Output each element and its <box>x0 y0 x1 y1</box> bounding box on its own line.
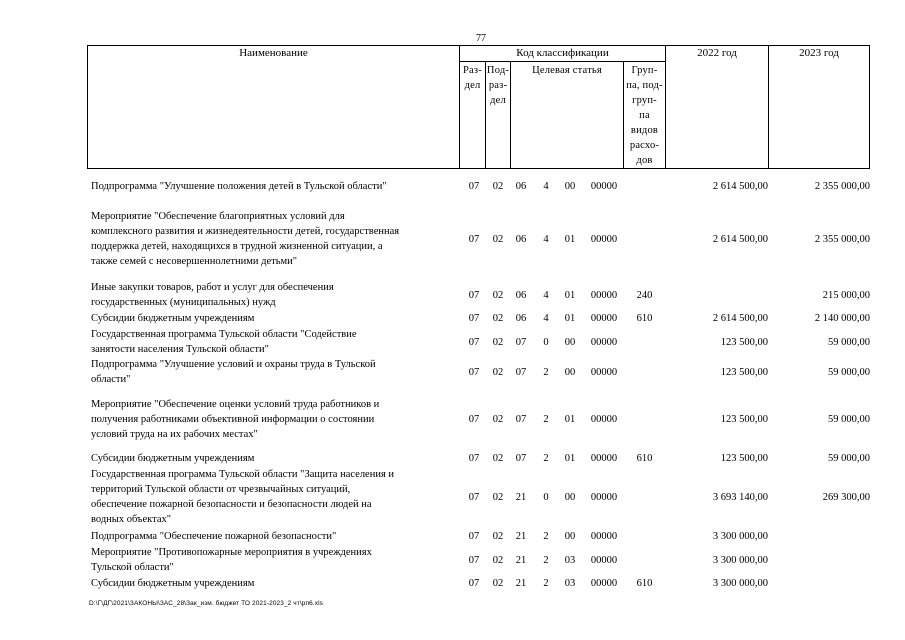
table-row <box>0 529 905 544</box>
cell-subsection: 02 <box>492 492 504 503</box>
cell-target-2: 4 <box>543 181 549 192</box>
cell-expense-group: 240 <box>636 290 653 301</box>
cell-target-4: 00000 <box>590 337 618 348</box>
cell-expense-group: 610 <box>636 313 653 324</box>
cell-section: 07 <box>468 555 480 566</box>
header-section: Раз- дел <box>463 65 482 91</box>
cell-target-2: 2 <box>543 578 549 589</box>
page-number: 77 <box>476 33 486 44</box>
cell-target-2: 0 <box>543 337 549 348</box>
cell-target-4: 00000 <box>590 453 618 464</box>
table-row <box>0 397 905 442</box>
row-name-line: территорий Тульской области от чрезвычайных ситуаций, <box>91 484 351 495</box>
cell-target-4: 00000 <box>590 578 618 589</box>
cell-target-3: 01 <box>564 234 576 245</box>
table-row <box>0 545 905 575</box>
cell-section: 07 <box>468 234 480 245</box>
header-code-divider <box>459 61 665 62</box>
row-name-line: водных объектах" <box>91 514 172 525</box>
cell-subsection: 02 <box>492 234 504 245</box>
table-row <box>0 209 905 269</box>
header-right-border <box>869 45 870 169</box>
cell-target-1: 06 <box>515 290 527 301</box>
cell-subsection: 02 <box>492 337 504 348</box>
cell-target-3: 01 <box>564 453 576 464</box>
row-name-line: поддержка детей, находящихся в трудной жизненной ситуации, а <box>91 241 383 252</box>
cell-amount-2022: 123 500,00 <box>720 337 768 348</box>
cell-amount-2023: 269 300,00 <box>822 492 870 503</box>
cell-target-2: 4 <box>543 234 549 245</box>
cell-target-3: 03 <box>564 555 576 566</box>
table-row <box>0 451 905 466</box>
row-name-line: также семей с несовершеннолетними детьми" <box>91 256 298 267</box>
cell-target-4: 00000 <box>590 313 618 324</box>
cell-subsection: 02 <box>492 414 504 425</box>
cell-target-3: 01 <box>564 313 576 324</box>
cell-amount-2022: 2 614 500,00 <box>712 313 768 324</box>
cell-target-1: 21 <box>515 578 527 589</box>
cell-amount-2023: 215 000,00 <box>822 290 870 301</box>
row-name-line: Подпрограмма "Улучшение условий и охраны труда в Тульской <box>91 359 376 370</box>
row-name-line: комплексного развития и жизнедеятельности детей, государственная <box>91 226 400 237</box>
cell-amount-2023: 59 000,00 <box>828 367 870 378</box>
cell-amount-2022: 3 300 000,00 <box>712 578 768 589</box>
cell-target-1: 06 <box>515 234 527 245</box>
header-classification-code: Код классификации <box>516 47 609 59</box>
cell-section: 07 <box>468 492 480 503</box>
row-name <box>91 357 459 387</box>
file-path-footer: D:\Г\ДГ\2021\ЗАКОНЫ\ЗАС_28\Зак_изм. бюджет ТО 2021-2023_2 чт\рп6.xls <box>89 600 323 607</box>
cell-target-2: 2 <box>543 555 549 566</box>
cell-target-2: 2 <box>543 414 549 425</box>
cell-target-3: 00 <box>564 531 576 542</box>
row-name-line: Иные закупки товаров, работ и услуг для обеспечения <box>91 282 334 293</box>
cell-amount-2022: 2 614 500,00 <box>712 181 768 192</box>
cell-target-2: 2 <box>543 453 549 464</box>
cell-target-1: 07 <box>515 414 527 425</box>
row-name-line: Мероприятие "Противопожарные мероприятия в учреждениях <box>91 547 372 558</box>
row-name-line: Субсидии бюджетным учреждениям <box>91 578 255 589</box>
cell-target-3: 00 <box>564 492 576 503</box>
cell-expense-group: 610 <box>636 453 653 464</box>
cell-target-2: 2 <box>543 531 549 542</box>
cell-section: 07 <box>468 531 480 542</box>
row-name-line: условий труда на их рабочих местах" <box>91 429 258 440</box>
cell-amount-2022: 3 300 000,00 <box>712 531 768 542</box>
row-name <box>91 311 459 326</box>
table-row <box>0 311 905 326</box>
cell-target-2: 0 <box>543 492 549 503</box>
cell-target-3: 01 <box>564 414 576 425</box>
row-name-line: Государственная программа Тульской области "Содействие <box>91 329 357 340</box>
cell-target-1: 07 <box>515 367 527 378</box>
cell-target-1: 06 <box>515 181 527 192</box>
row-name <box>91 451 459 466</box>
cell-target-3: 00 <box>564 181 576 192</box>
row-name <box>91 179 459 194</box>
cell-target-4: 00000 <box>590 492 618 503</box>
cell-section: 07 <box>468 181 480 192</box>
cell-amount-2022: 123 500,00 <box>720 414 768 425</box>
row-name-line: Мероприятие "Обеспечение оценки условий труда работников и <box>91 399 380 410</box>
cell-target-3: 01 <box>564 290 576 301</box>
header-target-article: Целевая статья <box>532 65 602 76</box>
cell-subsection: 02 <box>492 290 504 301</box>
cell-section: 07 <box>468 337 480 348</box>
cell-amount-2023: 2 140 000,00 <box>814 313 870 324</box>
cell-target-3: 00 <box>564 337 576 348</box>
table-row <box>0 357 905 387</box>
table-row <box>0 576 905 591</box>
row-name-line: Субсидии бюджетным учреждениям <box>91 313 255 324</box>
cell-subsection: 02 <box>492 367 504 378</box>
cell-amount-2023: 59 000,00 <box>828 414 870 425</box>
row-name <box>91 209 459 269</box>
cell-target-2: 4 <box>543 313 549 324</box>
cell-target-1: 21 <box>515 492 527 503</box>
cell-target-1: 07 <box>515 337 527 348</box>
cell-target-1: 07 <box>515 453 527 464</box>
cell-target-4: 00000 <box>590 290 618 301</box>
row-name <box>91 545 459 575</box>
row-name <box>91 280 459 310</box>
header-expense-group: Груп- па, под- груп- па видов расхо- дов <box>626 65 663 166</box>
cell-target-4: 00000 <box>590 531 618 542</box>
cell-amount-2023: 59 000,00 <box>828 453 870 464</box>
row-name <box>91 397 459 442</box>
row-name <box>91 576 459 591</box>
row-name-line: Тульской области" <box>91 562 174 573</box>
cell-amount-2023: 59 000,00 <box>828 337 870 348</box>
header-left-border <box>87 45 88 169</box>
row-name-line: государственных (муниципальных) нужд <box>91 297 276 308</box>
cell-subsection: 02 <box>492 578 504 589</box>
header-divider-code <box>665 45 666 169</box>
row-name <box>91 327 459 357</box>
cell-target-4: 00000 <box>590 367 618 378</box>
row-name-line: обеспечение пожарной безопасности и безопасности людей на <box>91 499 372 510</box>
cell-amount-2022: 3 300 000,00 <box>712 555 768 566</box>
cell-subsection: 02 <box>492 313 504 324</box>
row-name <box>91 529 459 544</box>
row-name-line: Субсидии бюджетным учреждениям <box>91 453 255 464</box>
cell-section: 07 <box>468 578 480 589</box>
row-name <box>91 467 459 527</box>
cell-subsection: 02 <box>492 181 504 192</box>
cell-section: 07 <box>468 313 480 324</box>
cell-amount-2023: 2 355 000,00 <box>814 234 870 245</box>
cell-target-4: 00000 <box>590 555 618 566</box>
cell-subsection: 02 <box>492 453 504 464</box>
cell-amount-2022: 3 693 140,00 <box>712 492 768 503</box>
row-name-line: области" <box>91 374 131 385</box>
table-row <box>0 179 905 194</box>
cell-amount-2022: 123 500,00 <box>720 453 768 464</box>
header-year-2023: 2023 год <box>799 47 839 59</box>
cell-expense-group: 610 <box>636 578 653 589</box>
row-name-line: получения работниками объективной информации о состоянии <box>91 414 375 425</box>
header-name: Наименование <box>239 47 308 59</box>
header-subsection: Под- раз- дел <box>486 65 510 106</box>
cell-amount-2022: 2 614 500,00 <box>712 234 768 245</box>
cell-target-4: 00000 <box>590 234 618 245</box>
cell-target-4: 00000 <box>590 181 618 192</box>
row-name-line: Мероприятие "Обеспечение благоприятных условий для <box>91 211 345 222</box>
cell-section: 07 <box>468 414 480 425</box>
row-name-line: Подпрограмма "Улучшение положения детей в Тульской области" <box>91 181 387 192</box>
cell-section: 07 <box>468 367 480 378</box>
row-name-line: занятости населения Тульской области" <box>91 344 269 355</box>
table-row <box>0 467 905 527</box>
cell-subsection: 02 <box>492 555 504 566</box>
cell-amount-2023: 2 355 000,00 <box>814 181 870 192</box>
cell-target-3: 00 <box>564 367 576 378</box>
cell-section: 07 <box>468 290 480 301</box>
cell-target-4: 00000 <box>590 414 618 425</box>
cell-target-2: 2 <box>543 367 549 378</box>
cell-amount-2022: 123 500,00 <box>720 367 768 378</box>
cell-target-1: 21 <box>515 531 527 542</box>
header-bottom-border <box>87 168 870 169</box>
cell-target-3: 03 <box>564 578 576 589</box>
cell-target-1: 06 <box>515 313 527 324</box>
header-year-2022: 2022 год <box>697 47 737 59</box>
cell-subsection: 02 <box>492 531 504 542</box>
cell-target-2: 4 <box>543 290 549 301</box>
cell-target-1: 21 <box>515 555 527 566</box>
row-name-line: Государственная программа Тульской области "Защита населения и <box>91 469 395 480</box>
row-name-line: Подпрограмма "Обеспечение пожарной безопасности" <box>91 531 337 542</box>
table-row <box>0 280 905 310</box>
header-divider-2022 <box>768 45 769 169</box>
table-row <box>0 327 905 357</box>
cell-section: 07 <box>468 453 480 464</box>
